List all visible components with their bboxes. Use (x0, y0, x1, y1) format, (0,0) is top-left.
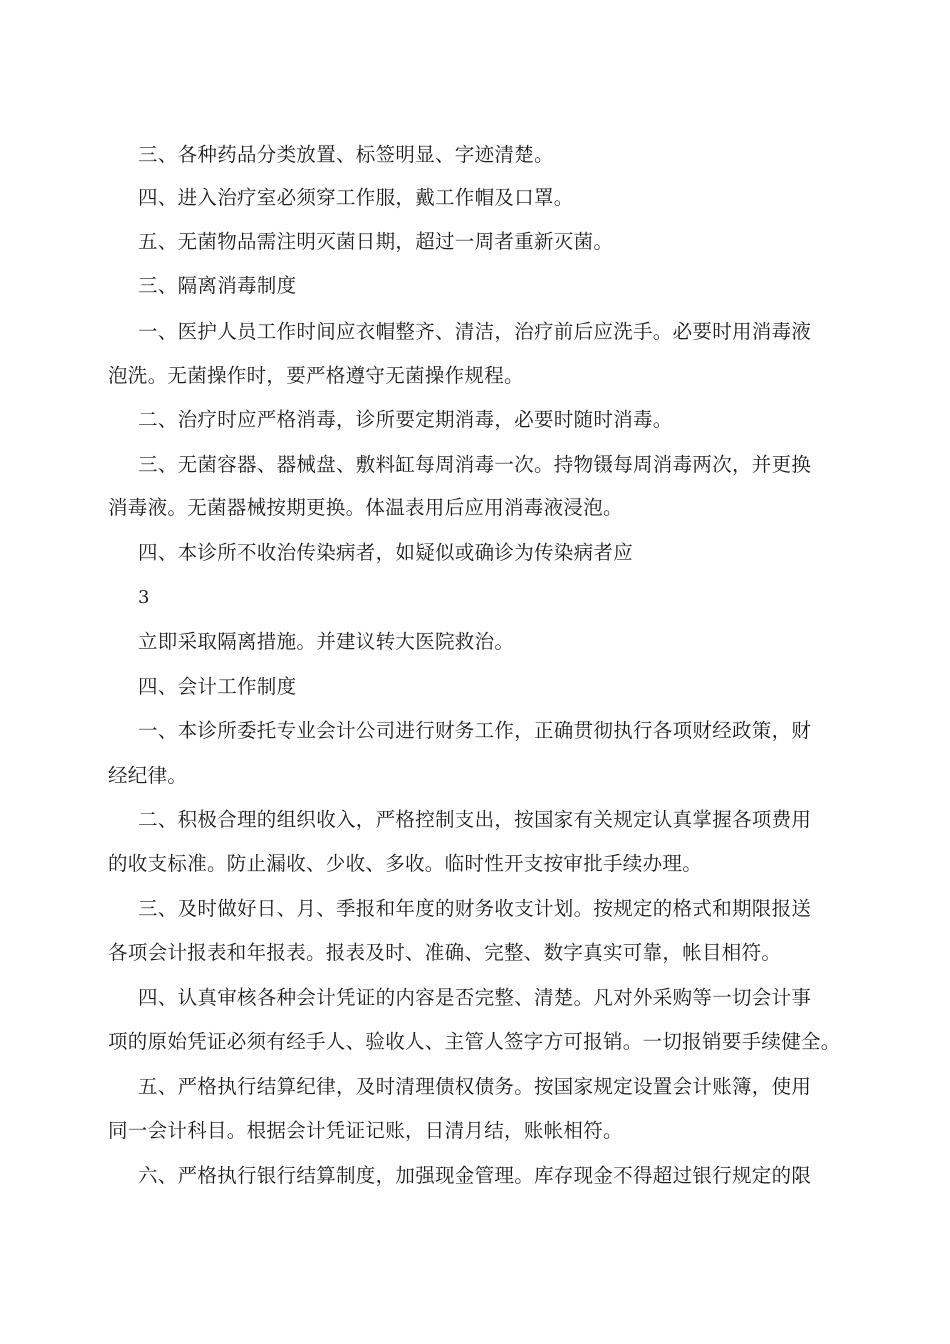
text-line: 消毒液。无菌器械按期更换。体温表用后应用消毒液浸泡。 (108, 496, 623, 519)
text-line: 三、各种药品分类放置、标签明显、字迹清楚。 (138, 143, 554, 166)
text-line: 一、医护人员工作时间应衣帽整齐、清洁，治疗前后应洗手。必要时用消毒液 (138, 320, 812, 343)
text-line: 二、治疗时应严格消毒，诊所要定期消毒，必要时随时消毒。 (138, 408, 673, 431)
text-line: 同一会计科目。根据会计凭证记账，日清月结，账帐相符。 (108, 1119, 623, 1142)
text-line: 泡洗。无菌操作时，要严格遵守无菌操作规程。 (108, 364, 524, 387)
text-line: 四、本诊所不收治传染病者，如疑似或确诊为传染病者应 (138, 541, 634, 564)
text-line: 二、积极合理的组织收入，严格控制支出，按国家有关规定认真掌握各项费用 (138, 808, 812, 831)
text-line: 各项会计报表和年报表。报表及时、准确、完整、数字真实可靠，帐目相符。 (108, 941, 782, 964)
page-number: 3 (138, 587, 150, 608)
text-line: 一、本诊所委托专业会计公司进行财务工作，正确贯彻执行各项财经政策，财 (138, 719, 812, 742)
text-line: 三、及时做好日、月、季报和年度的财务收支计划。按规定的格式和期限报送 (138, 897, 812, 920)
text-line: 五、严格执行结算纪律，及时清理债权债务。按国家规定设置会计账簿，使用 (138, 1075, 812, 1098)
text-line: 经纪律。 (108, 764, 188, 787)
section-heading: 三、隔离消毒制度 (138, 274, 297, 297)
text-line: 的收支标准。防止漏收、少收、多收。临时性开支按审批手续办理。 (108, 852, 703, 875)
text-line: 项的原始凭证必须有经手人、验收人、主管人签字方可报销。一切报销要手续健全。 (108, 1030, 841, 1053)
text-line: 三、无菌容器、器械盘、敷料缸每周消毒一次。持物镊每周消毒两次，并更换 (138, 453, 812, 476)
text-line: 立即采取隔离措施。并建议转大医院救治。 (138, 630, 515, 653)
text-line: 六、严格执行银行结算制度，加强现金管理。库存现金不得超过银行规定的限 (138, 1164, 812, 1187)
text-line: 五、无菌物品需注明灭菌日期，超过一周者重新灭菌。 (138, 230, 614, 253)
section-heading: 四、会计工作制度 (138, 675, 297, 698)
text-line: 四、认真审核各种会计凭证的内容是否完整、清楚。凡对外采购等一切会计事 (138, 986, 812, 1009)
text-line: 四、进入治疗室必须穿工作服，戴工作帽及口罩。 (138, 186, 574, 209)
